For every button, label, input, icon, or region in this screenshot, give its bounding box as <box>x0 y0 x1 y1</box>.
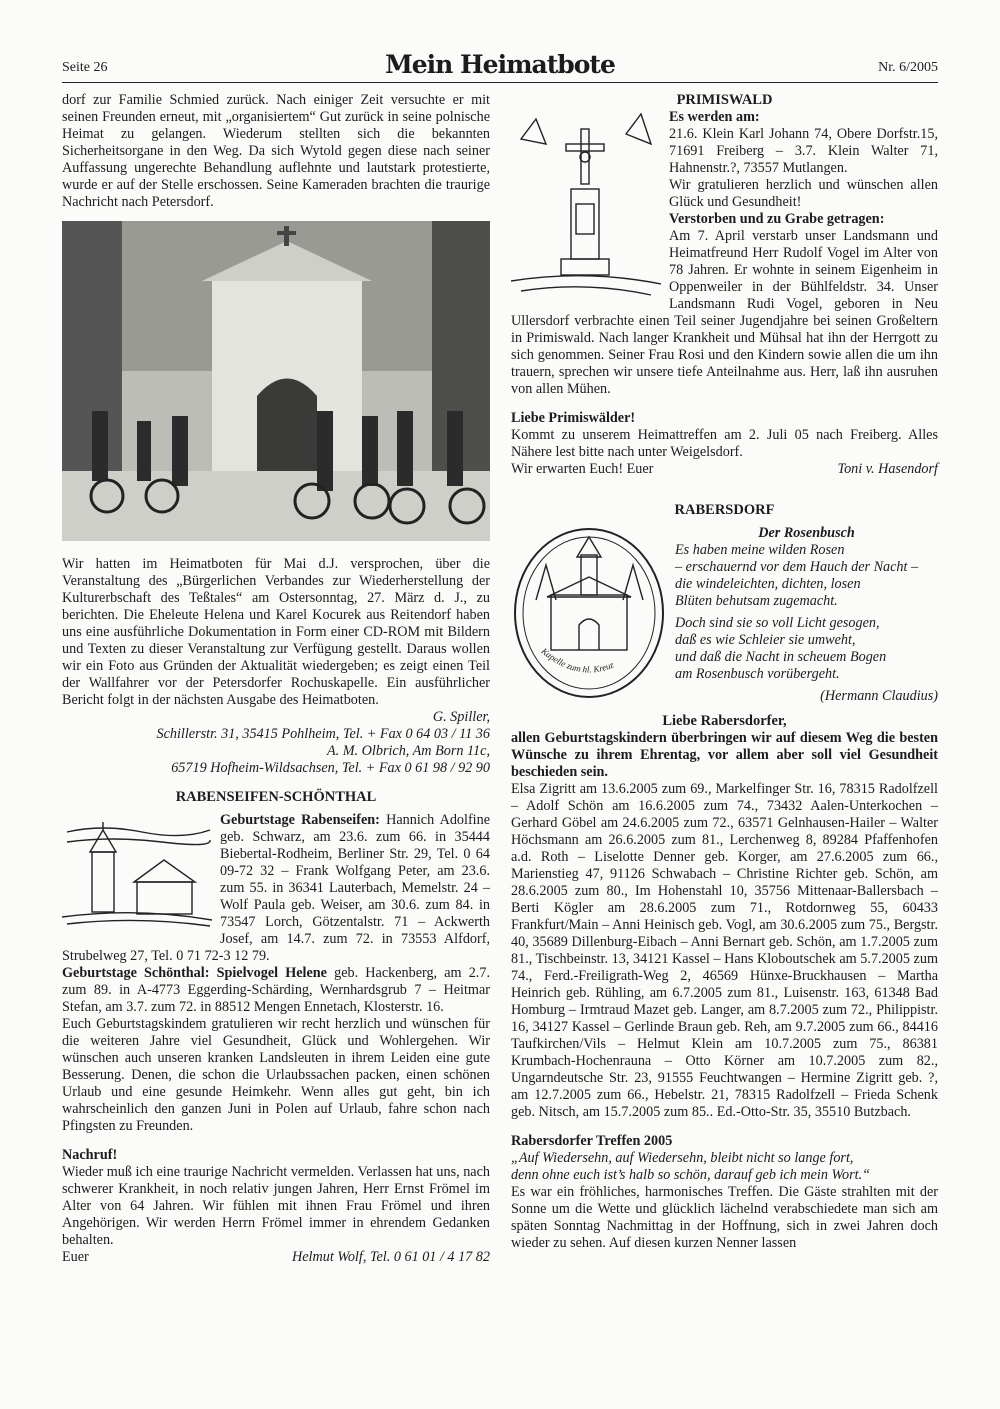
liebe-rabersdorfer: Liebe Rabersdorfer, <box>662 713 787 729</box>
issue-number: Nr. 6/2005 <box>878 60 938 75</box>
birthdays-rabenseifen-label: Geburtstage Rabenseifen: <box>220 812 380 828</box>
left-column <box>62 92 490 1266</box>
treffen-title: Rabersdorfer Treffen 2005 <box>511 1133 673 1149</box>
poem-line: am Rosenbusch vorübergeht. <box>675 666 840 682</box>
primiswald-birthdays: 21.6. Klein Karl Johann 74, Obere Dorfstr.15, 71691 Freiberg – 3.7. Klein Walter 71, Hahnenstr.?, 73557 Mutlangen. <box>669 126 938 176</box>
poem-author: (Hermann Claudius) <box>820 688 938 704</box>
poem-line: und daß die Nacht in scheuem Bogen <box>675 649 887 665</box>
rabersdorf-greeting: allen Geburtstagskindern überbringen wir auf diesem Weg die besten Wünsche zu ihrem Ehrentag, vor allem aber soll viel Gesundheit beschieden sein. <box>511 730 938 780</box>
article-paragraph: Wir hatten im Heimatboten für Mai d.J. versprochen, über die Veranstaltung des „Bürgerlichen Verbandes zur Wiederherstellung der Kulturerbschaft des Teßtales“ am Ostersonntag, 27. März d. J., zu berichten. Die Eheleute Helena und Karel Kocurek aus Reitendorf haben uns eine ausführliche Dokumentation in Form einer CD-ROM mit Bildern und Texten zu dieser Veranstaltung zur Verfügung gestellt. Daraus wollen wir ein Foto aus Gründen der Aktualität wiedergeben; es zeigt einen Teil der Wallfahrer vor der Petersdorfer Rochuskapelle. Ein ausführlicher Bericht folgt in der nächsten Ausgabe des Heimatboten. <box>62 556 490 708</box>
toni-signature-line <box>511 461 938 478</box>
primiswald-wishes: Wir gratulieren herzlich und wünschen allen Glück und Gesundheit! <box>669 177 938 210</box>
chapel-medallion <box>511 525 667 701</box>
poem-line: Doch sind sie so voll Licht gesogen, <box>675 615 880 631</box>
nachruf-title: Nachruf! <box>62 1147 118 1163</box>
masthead: Mein Heimatbote <box>385 50 615 79</box>
toni-signature: Toni v. Hasendorf <box>837 461 938 477</box>
deceased-heading: Verstorben und zu Grabe getragen: <box>669 211 885 227</box>
poem-line: Es haben meine wilden Rosen <box>675 542 845 558</box>
nachruf-text: Wieder muß ich eine traurige Nachricht vermelden. Verlassen hat uns, nach schwerer Krankheit, in noch relativ jungen Jahren, Herr Ernst Frömel im Alter von 64 Jahren. Wir fühlen mit ihnen Frau Frömel und ihren Angehörigen. Wir werden Herrn Frömel immer in ehrendem Gedanken behalten. <box>62 1164 490 1248</box>
wayside-cross-drawing <box>511 109 661 301</box>
treffen-invite: Kommt zu unserem Heimattreffen am 2. Juli 05 nach Freiberg. Alles Nähere lest bitte nach unter Weigelsdorf. <box>511 427 938 460</box>
rabersdorf-birthdays: Elsa Zigritt am 13.6.2005 zum 69., Markelfinger Str. 16, 78315 Radolfzell – Adolf Schön am 16.6.2005 zum 74., 73432 Aalen-Unterkochen – Gerhard Göbel am 24.6.2005 zum 72., 63571 Gelnhausen-Hailer – Walter Höchsmann am 26.6.2005 zum 81., Lerchenweg 8, 89284 Pfaffenhofen a.d. Roth – Liselotte Denner geb. Korger, am 27.6.2005 zum 66., Marienstieg 47, 91126 Schwabach – Christine Richter geb. Schön, am 28.6.2005 zum 80., Im Hohenstahl 10, 35756 Mittenaar-Ballersbach – Berti Kögler am 28.6.2005 zum 71., Rotdornweg 55, 60433 Frankfurt/Main – Anni Heinisch geb. Vogl, am 30.6.2005 zum 75., Bergstr. 40, 35689 Dillenburg-Eibach – Anni Bernart geb. Schön, am 1.7.2005 zum 81., Tischbeinstr. 13, 34121 Kassel – Hans Kloboutschek am 5.7.2005 zum 74., Ferd.-Freiligrath-Weg 2, 46569 Hünxe-Bruckhausen – Martha Heinrich geb. Rühling, am 6.7.2005 zum 81., Luisenstr. 163, 61348 Bad Homburg – Irmtraud Mazet geb. Langer, am 8.7.2005 zum 72., Philippistr. 16, 34127 Kassel – Gerlinde Braun geb. Reh, am 9.7.2005 zum 66., 84416 Taufkirchen/Vils – Helmut Klein am 10.7.2005 zum 75., 86381 Krumbach-Hochenrauna – Otto Körner am 10.7.2005 zum 82., Ungarndeutsche Str. 23, 91555 Feuchtwangen – Hermine Zigritt geb. ?, am 12.7.2005 zum 66., Hebelstr. 21, 78315 Radolfzell – Frieda Schenk geb. Nitsch, am 15.7.2005 zum 85.. Ed.-Otto-Str. 35, 35510 Butzbach. <box>511 781 938 1120</box>
village-drawing <box>62 812 212 930</box>
liebe-primiswaelder: Liebe Primiswälder! <box>511 410 636 426</box>
poem-line: – erschauernd vor dem Hauch der Nacht – <box>675 559 919 575</box>
chapel-photo <box>62 221 490 541</box>
nachruf-signature: Helmut Wolf, Tel. 0 61 01 / 4 17 82 <box>292 1249 490 1265</box>
signature-olbrich-address: 65719 Hofheim-Wildsachsen, Tel. + Fax 0 61 98 / 92 90 <box>171 760 490 776</box>
poem-line: Blüten behutsam zugemacht. <box>675 593 838 609</box>
treffen-quote-line: denn ohne euch ist’s halb so schön, darauf geb ich mein Wort.“ <box>511 1167 871 1183</box>
section-title-rabersdorf: RABERSDORF <box>674 502 775 518</box>
page-header <box>62 52 938 83</box>
signature-spiller: G. Spiller, <box>432 709 490 725</box>
section-title-primiswald: PRIMISWALD <box>676 92 773 108</box>
poem-title: Der Rosenbusch <box>758 525 855 541</box>
medallion-caption: Kapelle zum hl. Kreuz <box>539 645 615 675</box>
section-title-rabenseifen: RABENSEIFEN-SCHÖNTHAL <box>175 789 377 805</box>
poem-line: die windeleichten, dichten, losen <box>675 576 861 592</box>
birthdays-rabenseifen-text: Hannich Adolfine geb. Schwarz, am 23.6. zum 66. in 35444 Biebertal-Rodheim, Berliner Str. 29, Tel. 0 64 09-72 32 – Frank Wolfgang Peter, am 23.6. zum 55. in 36341 Lauterbach, Memelstr. 24 – Wolf Paula geb. Weiser, am 30.6. zum 84. in 73547 Lorch, Götzentalstr. 71 – Ackwerth Josef, am 14.7. zum 72. in 73553 Alfdorf, Strubelweg 27, Tel. 0 71 72-3 12 79. <box>62 812 491 964</box>
page-number: Seite 26 <box>62 60 108 75</box>
intro-paragraph: dorf zur Familie Schmied zurück. Nach einiger Zeit versuchte er mit seinen Freunden erneut, mit „organisiertem“ Gut zurück in seine polnische Heimat zu gelangen. Wiederum stellten sich die bekannten Sicherheitsorgane in den Weg. Da sich Wytold gegen diese nach seiner Auffassung ungerechte Behandlung auflehnte und lautstark protestierte, wurde er auf der Stelle erschossen. Seine Kameraden brachten die traurige Nachricht nach Petersdorf. <box>62 92 490 210</box>
right-column <box>511 92 938 1252</box>
wir-erwarten: Wir erwarten Euch! Euer <box>511 461 654 477</box>
treffen-quote-line: „Auf Wiedersehn, auf Wiedersehn, bleibt nicht so lange fort, <box>511 1150 854 1166</box>
birthdays-schoenthal <box>62 965 490 1016</box>
birthday-wishes: Euch Geburtstagskindem gratulieren wir recht herzlich und wünschen für die weiteren Jahre viel Gesundheit, Glück und Wohlergehen. Wir wünschen auch unseren kranken Landsleuten in ihrem Leiden eine gute Besserung. Denen, die schon die Urlaubssachen packen, einen schönen Urlaub und eine gesunde Heimkehr. Wenn alles gut geht, bin ich wahrscheinlich den ganzen Juni in Polen auf Urlaub, fahre schon nach Pfingsten zu Freunden. <box>62 1016 490 1134</box>
birthdays-schoenthal-text: geb. Hackenberg, am 2.7. zum 89. in A-4773 Eggerding-Schärding, Wernhardsgrub 7 – Heitmar Stefan, am 3.7. zum 72. in 88512 Mengen Ennetach, Klosterstr. 16. <box>62 965 490 1015</box>
birthdays-schoenthal-label: Geburtstage Schönthal: Spielvogel Helene <box>62 965 327 981</box>
signature-olbrich: A. M. Olbrich, Am Born 11c, <box>326 743 490 759</box>
birthdays-heading: Es werden am: <box>669 109 760 125</box>
treffen-text: Es war ein fröhliches, harmonisches Treffen. Die Gäste strahlten mit der Sonne um die Wette und glücklich lächelnd verabschiedete man sich am späten Sonntag Nachmittag in der Hoffnung, sich in zwei Jahren doch wieder zu sehen. Auf diesen kurzen Nenner lassen <box>511 1184 938 1251</box>
deceased-text: Am 7. April verstarb unser Landsmann und Heimatfreund Herr Rudolf Vogel im Alter von 78 Jahren. Er wohnte in seinem Eigenheim in Oppenweiler in der Bühlfeldstr. 34. Unser Landsmann Rudi Vogel, geboren in Neu Ullersdorf verbrachte einen Teil seiner Jugendjahre bei seinen Großeltern in Primiswald. Nach langer Krankheit und Mühsal hat ihn der Herrgott zu sich genommen. Seiner Frau Rosi und den Kindern sowie allen die um ihn trauern, sprechen wir unsere tiefe Anteilnahme aus. Herr, laß ihn ausruhen von allen Mühen. <box>511 228 938 397</box>
signature-spiller-address: Schillerstr. 31, 35415 Pohlheim, Tel. + Fax 0 64 03 / 11 36 <box>156 726 490 742</box>
nachruf-signature-line <box>62 1249 490 1266</box>
nachruf-euer: Euer <box>62 1249 89 1265</box>
poem-line: daß es wie Schleier sie umweht, <box>675 632 856 648</box>
